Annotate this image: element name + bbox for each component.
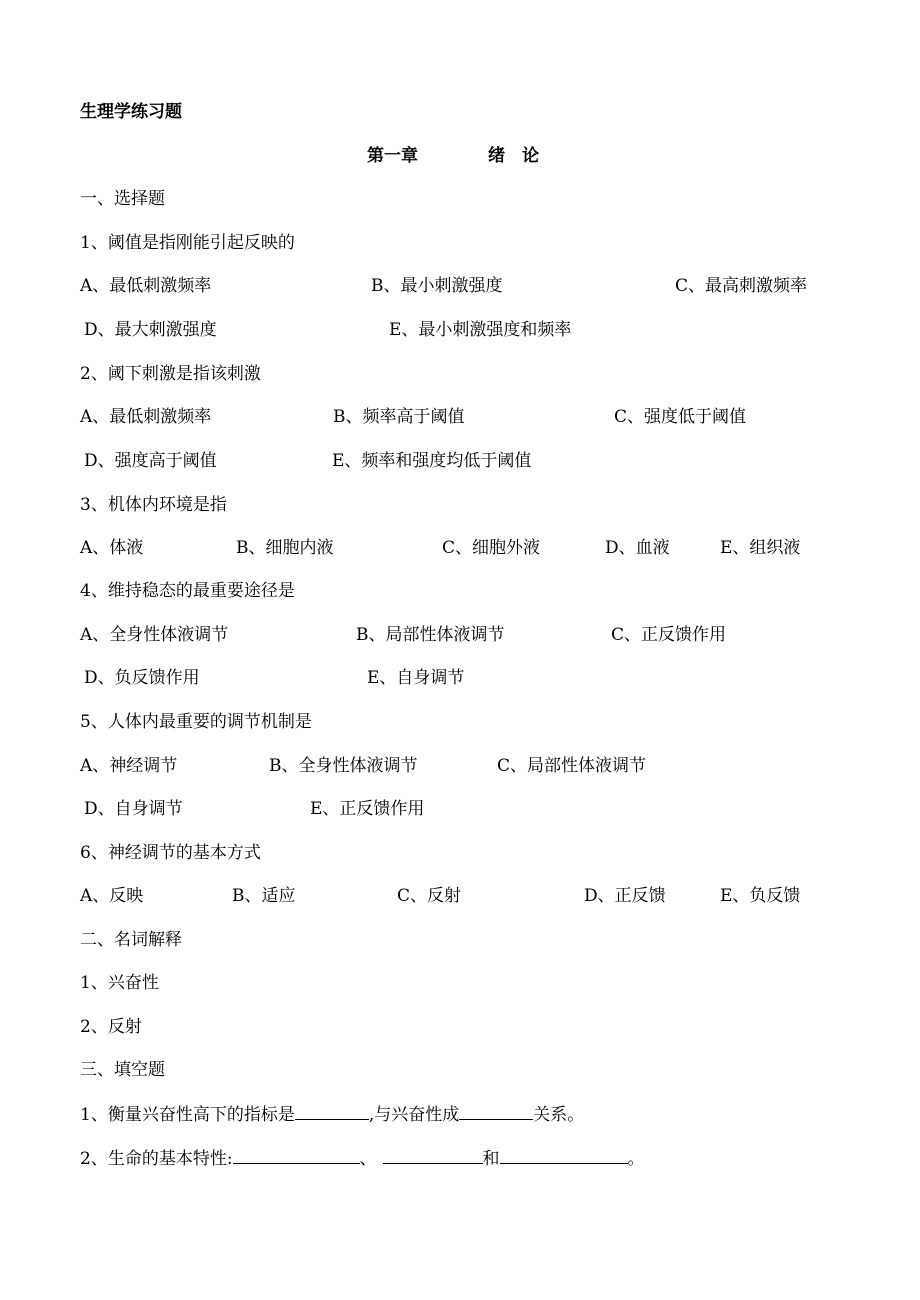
question-stem: 3、机体内环境是指 — [80, 495, 227, 515]
option: E、频率和强度均低于阈值 — [332, 451, 532, 471]
option: C、局部性体液调节 — [497, 756, 647, 776]
option: C、最高刺激频率 — [675, 276, 808, 296]
option: D、自身调节 — [84, 799, 183, 819]
question-stem: 6、神经调节的基本方式 — [80, 843, 261, 863]
fill-question-1 — [80, 1103, 584, 1126]
section-heading-choice: 一、选择题 — [80, 189, 165, 209]
option: C、强度低于阈值 — [614, 407, 747, 427]
option: B、全身性体液调节 — [269, 756, 418, 776]
fill-text: 1、衡量兴奋性高下的指标是 — [80, 1105, 295, 1125]
blank-line — [500, 1147, 628, 1164]
section-heading-fill: 三、填空题 — [80, 1060, 165, 1080]
option: E、最小刺激强度和频率 — [389, 320, 572, 340]
option: B、局部性体液调节 — [356, 625, 505, 645]
question-stem: 5、人体内最重要的调节机制是 — [80, 712, 312, 732]
chapter-name: 绪 论 — [488, 146, 539, 166]
fill-text: 2、生命的基本特性: — [80, 1149, 233, 1169]
chapter-number: 第一章 — [367, 146, 418, 166]
option: A、神经调节 — [80, 756, 178, 776]
option: D、最大刺激强度 — [84, 320, 217, 340]
fill-question-2 — [80, 1147, 645, 1170]
option: E、组织液 — [720, 538, 801, 558]
blank-line — [383, 1147, 483, 1164]
question-stem: 4、维持稳态的最重要途径是 — [80, 581, 295, 601]
option: A、全身性体液调节 — [80, 625, 229, 645]
option: D、血液 — [605, 538, 670, 558]
fill-text: 关系。 — [533, 1105, 585, 1125]
doc-title: 生理学练习题 — [80, 102, 182, 122]
fill-text: 和 — [482, 1149, 500, 1169]
term-item: 2、反射 — [80, 1017, 142, 1037]
blank-line — [233, 1147, 360, 1164]
option: B、频率高于阈值 — [333, 407, 465, 427]
blank-line — [459, 1103, 533, 1120]
option: B、细胞内液 — [236, 538, 334, 558]
option: D、负反馈作用 — [84, 668, 200, 688]
fill-text: 、 — [359, 1149, 377, 1169]
option: A、最低刺激频率 — [80, 276, 212, 296]
option: C、细胞外液 — [442, 538, 541, 558]
fill-text: 。 — [627, 1149, 645, 1169]
option: A、最低刺激频率 — [80, 407, 212, 427]
option: E、负反馈 — [720, 886, 801, 906]
option: A、体液 — [80, 538, 144, 558]
option: C、正反馈作用 — [611, 625, 727, 645]
term-item: 1、兴奋性 — [80, 973, 159, 993]
option: C、反射 — [397, 886, 462, 906]
fill-text: ,与兴奋性成 — [368, 1105, 460, 1125]
question-stem: 1、阈值是指刚能引起反映的 — [80, 233, 295, 253]
section-heading-terms: 二、名词解释 — [80, 930, 182, 950]
option: B、适应 — [232, 886, 296, 906]
option: E、正反馈作用 — [310, 799, 425, 819]
blank-line — [295, 1103, 369, 1120]
option: E、自身调节 — [367, 668, 465, 688]
option: D、强度高于阈值 — [84, 451, 217, 471]
question-stem: 2、阈下刺激是指该刺激 — [80, 364, 261, 384]
option: D、正反馈 — [584, 886, 666, 906]
option: A、反映 — [80, 886, 144, 906]
option: B、最小刺激强度 — [371, 276, 503, 296]
